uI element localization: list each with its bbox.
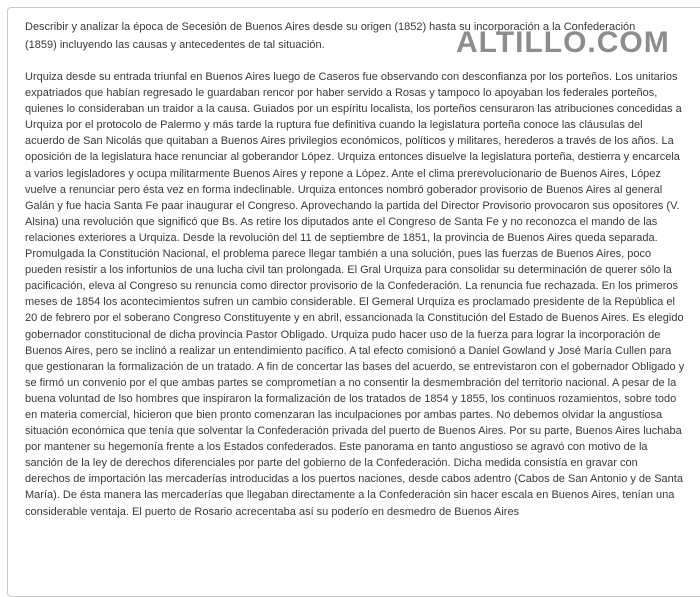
altillo-watermark: ALTILLO.COM [456, 26, 670, 59]
document-page [7, 7, 700, 597]
intro-paragraph: Describir y analizar la época de Secesión de Buenos Aires desde su origen (1852) hasta su incorporación a la Confederación (1859) incluyendo las causas y antecedentes de tal situación. [25, 21, 636, 51]
body-paragraph: Urquiza desde su entrada triunfal en Buenos Aires luego de Caseros fue observando con desconfianza por los porteños. Los unitarios expatriados que habían regresado le guardaban rencor por haber servido a Rosas y tampoco lo apoyaban los federales porteños, quienes lo consideraban un traidor a la causa. Guiados por un espíritu localista, los porteños censuraron las atribuciones concedidas a Urquiza por el protocolo de Palermo y más tarde la ruptura fue definitiva cuando la legislatura porteña conoce las cláusulas del acuerdo de San Nicolás que quitaban a Buenos Aires privilegios económicos, políticos y militares, herederos a través de los años. La oposición de la legislatura hace renunciar al goberandor López. Urquiza entonces disuelve la legislatura porteña, destierra y encarcela a varios legisladores y ocupa militarmente Buenos Aires y repone a López. Ante el clima prerevolucionario de Buenos Aires, López vuelve a renunciar pero ésta vez en forma indeclinable. Urquiza entonces nombró goberador provisorio de Buenos Aires al general Galán y fue hacia Santa Fe paar inaugurar el Congreso. Aprovechando la partida del Director Provisorio provocaron sus opositores (V. Alsina) una revolución que significó que Bs. As retire los diputados ante el Congreso de Santa Fe y no reconozca el mando de las relaciones exteriores a Urquiza. Desde la revolución del 11 de septiembre de 1851, la provincia de Buenos Aires queda separada. Promulgada la Constitución Nacional, el problema parece llegar también a una solución, pues las fuerzas de Buenos Aires, poco pueden resistir a los infortunios de una lucha civil tan prolongada. El Gral Urquiza para consolidar su determinación de querer sólo la pacificación, eleva al Congreso su renuncia como director provisorio de la Confederación. La renuncia fue rechazada. En los primeros meses de 1854 los acontecimientos sufren un cambio considerable. El Gemeral Urquiza es proclamado presidente de la República el 20 de febrero por el soberano Congreso Constituyente y en abril, essancionada la Constitución del Estado de Buenos Aires. Es elegido gobernador constitucional de dicha provincia Pastor Obligado. Urquiza pudo hacer uso de la fuerza para lograr la incorporación de Buenos Aires, pero se inclinó a realizar un entendimiento pacífico. A tal efecto comisionó a Daniel Gowland y José María Cullen para que gestionaran la formalización de un tratado. A fin de concertar las bases del acuerdo, se entrevistaron con el gobernador Obligado y se firmó un convenio por el que ambas partes se comprometían a no consentir la desmembración del territorio nacional. A pesar de la buena voluntad de lso hombres que inspiraron la formalización de los tratados de 1854 y 1855, los continuos rozamientos, sobre todo en materia comercial, hicieron que bien pronto comenzaran las inculpaciones por ambas partes. No debemos olvidar la angustiosa situación económica que tenía que solventar la Confederación privada del puerto de Buenos Aires. Por su parte, Buenos Aires luchaba por mantener su hegemonía frente a los Estados confederados. Este panorama en tanto angustioso se agravó con motivo de la sanción de la ley de derechos diferenciales por parte del gobierno de la Confederación. Dicha medida consistía en gravar con derechos de importación las mercaderías introducidas a los puertos naciones, desde cabos adentro (Cabos de San Antonio y de Santa María). De ésta manera las mercaderías que llegaban directamente a la Confederación sin hacer escala en Buenos Aires, tenían una considerable ventaja. El puerto de Rosario acrecentaba así su poderío en desmedro de Buenos Aires [25, 71, 685, 518]
document-content [8, 8, 700, 520]
